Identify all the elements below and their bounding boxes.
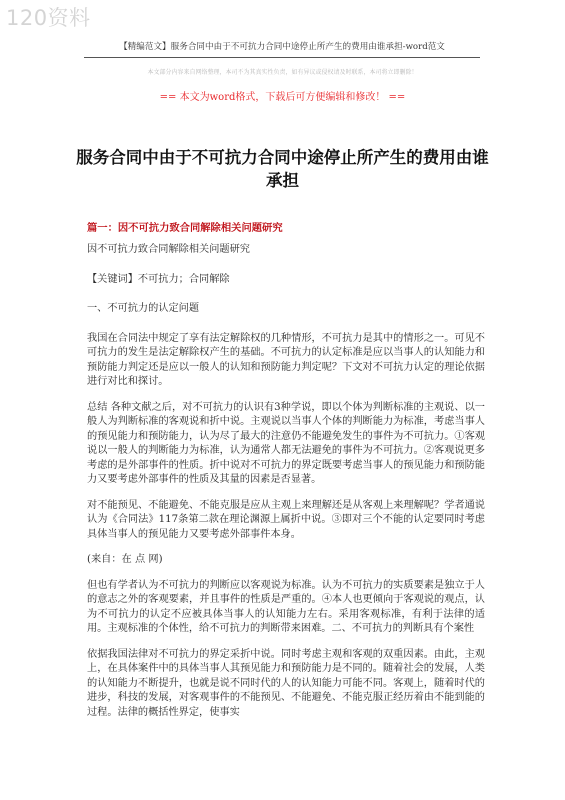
format-notice: == 本文为word格式，下载后可方便编辑和修改！ == (159, 92, 406, 103)
paragraph-subtitle: 因不可抗力致合同解除相关问题研究 (87, 244, 250, 255)
watermark-logo: 120资料 (6, 6, 91, 30)
paragraph: 我国在合同法中规定了享有法定解除权的几种情形，不可抗力是其中的情形之一。可见不可抗力的发生是法定解除权产生的基础。不可抗力的认定标准是应以当事人的认知能力和预防能力判定还是应以一般人的认知和预防能力判定呢？下文对不可抗力认定的理论依据进行对比和探讨。 (87, 332, 485, 387)
page-title: 服务合同中由于不可抗力合同中途停止所产生的费用由谁承担 (76, 148, 489, 190)
disclaimer-text: 本文部分内容来自网络整理，本司不为其真实性负责，如有异议或侵权请及时联系，本司将立即删除！ (147, 69, 418, 76)
paragraph: 对不能预见、不能避免、不能克服是应从主观上来理解还是从客观上来理解呢？学者通说认为《合同法》117条第二款在理论渊源上属折中说。③即对三个不能的认定要同时考虑具体当事人的预见能力又要考虑外部事件本身。 (87, 499, 485, 540)
document-body (87, 243, 485, 720)
paragraph: 依据我国法律对不可抗力的界定采折中说。同时考虑主观和客观的双重因素。由此，主观上，在具体案件中的具体当事人其预见能力和预防能力是不同的。随着社会的发展，人类的认知能力不断提升，也就是说不同时代的人的认知能力可能不同。客观上，随着时代的进步，科技的发展，对客观事件的不能预见、不能避免、不能克服正经历着由不能到能的过程。法律的概括性界定，使事实 (87, 648, 485, 718)
paragraph: 但也有学者认为不可抗力的判断应以客观说为标准。认为不可抗力的实质要素是独立于人的意志之外的客观要素，并且事件的性质是严重的。④本人也更倾向于客观说的观点，认为不可抗力的认定不应被具体当事人的认知能力左右。采用客观标准，有利于法律的适用。主观标准的个体性，给不可抗力的判断带来困难。二、不可抗力的判断具有个案性 (87, 579, 485, 634)
section-heading: 篇一：因不可抗力致合同解除相关问题研究 (87, 222, 283, 234)
paragraph-source: (来自：在 点 网) (87, 554, 163, 565)
paragraph-heading-1: 一、不可抗力的认定问题 (87, 303, 200, 314)
paragraph: 总结 各种文献之后，对不可抗力的认识有3种学说，即以个体为判断标准的主观说、以一般人为判断标准的客观说和折中说。主观说以当事人个体的判断能力为标准，考虑当事人的预见能力和预防能力，认为尽了最大的注意仍不能避免发生的事件为不可抗力。①客观说以一般人的判断能力为标准，认为通常人都无法避免的事件为不可抗力。②客观说更多考虑的是外部事件的性质。折中说对不可抗力的界定既要考虑当事人的预见能力和预防能力又要考虑外部事件的性质及其量的因素是否显著。 (87, 401, 485, 485)
paragraph-keywords: 【关键词】不可抗力；合同解除 (87, 273, 230, 285)
document-header: 【精编范文】服务合同中由于不可抗力合同中途停止所产生的费用由谁承担-word范文 (84, 41, 480, 58)
